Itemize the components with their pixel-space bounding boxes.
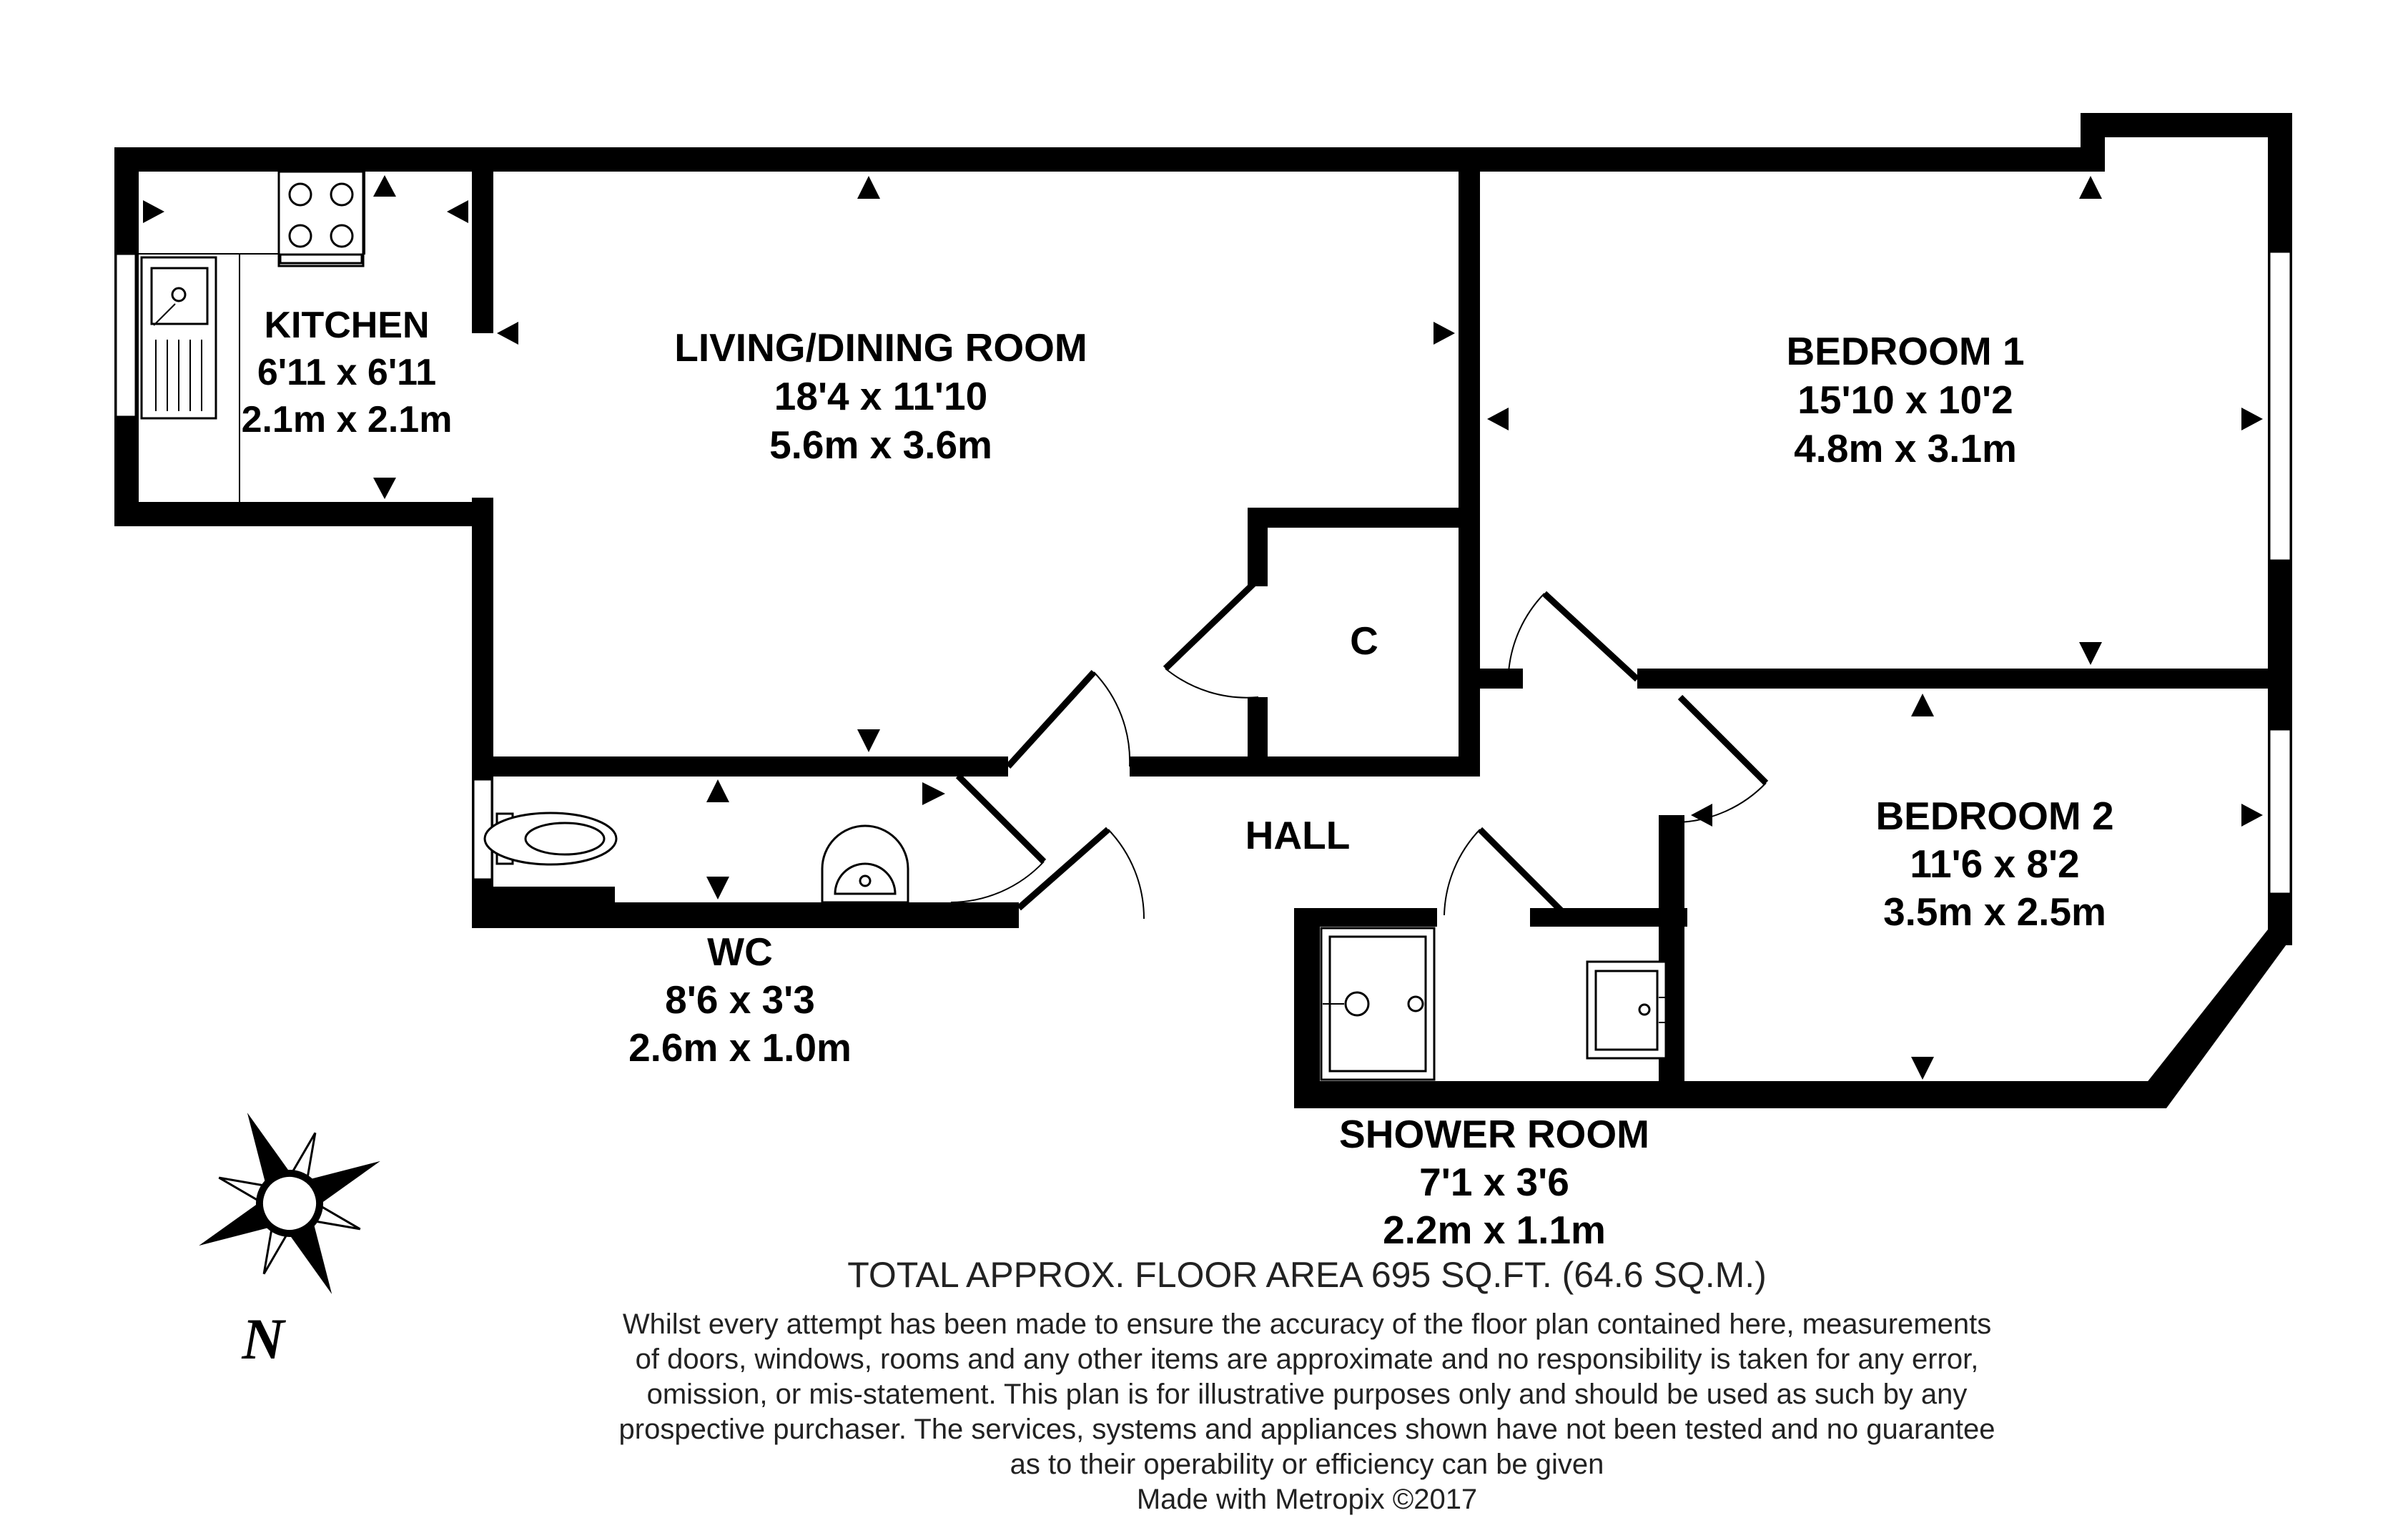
bedroom1-metric: 4.8m x 3.1m [1794,426,2017,470]
living-name: LIVING/DINING ROOM [674,325,1087,370]
hall-label: HALL [1245,813,1351,857]
dimension-arrow-icon [1691,804,1712,827]
shower-name: SHOWER ROOM [1339,1112,1649,1156]
dimension-arrow-icon [1911,694,1934,716]
bedroom1-label [1786,329,2024,470]
dimension-arrow-icon [1487,408,1509,430]
kitchen-window [116,254,136,417]
toilet-icon [485,813,616,864]
dimension-arrow-icon [1911,1057,1934,1080]
total-floor-area: TOTAL APPROX. FLOOR AREA 695 SQ.FT. (64.6 SQ.M.) [847,1255,1767,1295]
kitchen-imperial: 6'11 x 6'11 [257,352,437,393]
wc-name: WC [707,930,773,974]
dimension-arrows [143,175,2263,1080]
dimension-arrow-icon [373,175,396,197]
wc-basin-icon [822,826,908,902]
dimension-arrow-icon [447,200,468,223]
disclaimer-line: as to their operability or efficiency can be given [1010,1449,1604,1480]
disclaimer-line: of doors, windows, rooms and any other items are approximate and no responsibility is taken for any error, [635,1344,1979,1375]
disclaimer-line: omission, or mis-statement. This plan is for illustrative purposes only and should be used as such by any [646,1379,1968,1410]
dimension-arrow-icon [857,176,880,199]
shower-tray-icon [1321,928,1434,1080]
kitchen-name: KITCHEN [264,305,430,346]
dimension-arrow-icon [1434,322,1455,345]
disclaimer-line: prospective purchaser. The services, systems and appliances shown have not been tested and no guarantee [618,1414,1995,1445]
kitchen-label [242,305,453,440]
dimension-arrow-icon [2241,804,2263,827]
cupboard-label: C [1350,618,1378,663]
shower-imperial: 7'1 x 3'6 [1419,1160,1569,1204]
bedroom2-imperial: 11'6 x 8'2 [1910,842,2080,886]
living-metric: 5.6m x 3.6m [769,423,992,467]
bedroom2-label [1875,794,2113,934]
kitchen-metric: 2.1m x 2.1m [241,399,453,440]
dimension-arrow-icon [497,322,518,345]
compass-rose-icon [149,1063,431,1345]
dimension-arrow-icon [2241,408,2263,430]
dimension-arrow-icon [373,478,396,499]
dimension-arrow-icon [857,729,880,752]
bedroom1-window [2269,252,2291,561]
living-label [674,325,1087,467]
bedroom1-name: BEDROOM 1 [1786,329,2025,373]
metropix-credit: Made with Metropix ©2017 [1136,1484,1478,1515]
wc-imperial: 8'6 x 3'3 [665,977,815,1022]
dimension-arrow-icon [706,779,729,802]
bedroom2-window [2269,729,2291,894]
dimension-arrow-icon [922,782,945,805]
wc-label [628,930,852,1070]
living-imperial: 18'4 x 11'10 [774,374,988,418]
dimension-arrow-icon [2079,176,2102,199]
dimension-arrow-icon [706,877,729,899]
shower-room-label [1339,1112,1649,1252]
bedroom1-imperial: 15'10 x 10'2 [1797,378,2013,422]
dimension-arrow-icon [143,200,164,223]
walls [114,113,2292,1108]
compass-north-label: N [242,1306,285,1371]
dimension-arrow-icon [2079,642,2102,665]
shower-metric: 2.2m x 1.1m [1383,1208,1606,1252]
kitchen-sink-icon [142,257,216,418]
wc-metric: 2.6m x 1.0m [628,1025,852,1070]
disclaimer [619,1308,1995,1480]
shower-basin-icon [1587,962,1666,1058]
bedroom2-name: BEDROOM 2 [1875,794,2114,838]
hob-icon [279,172,363,266]
bedroom2-metric: 3.5m x 2.5m [1883,889,2106,934]
disclaimer-line: Whilst every attempt has been made to ensure the accuracy of the floor plan contained here, measurements [622,1308,1992,1340]
